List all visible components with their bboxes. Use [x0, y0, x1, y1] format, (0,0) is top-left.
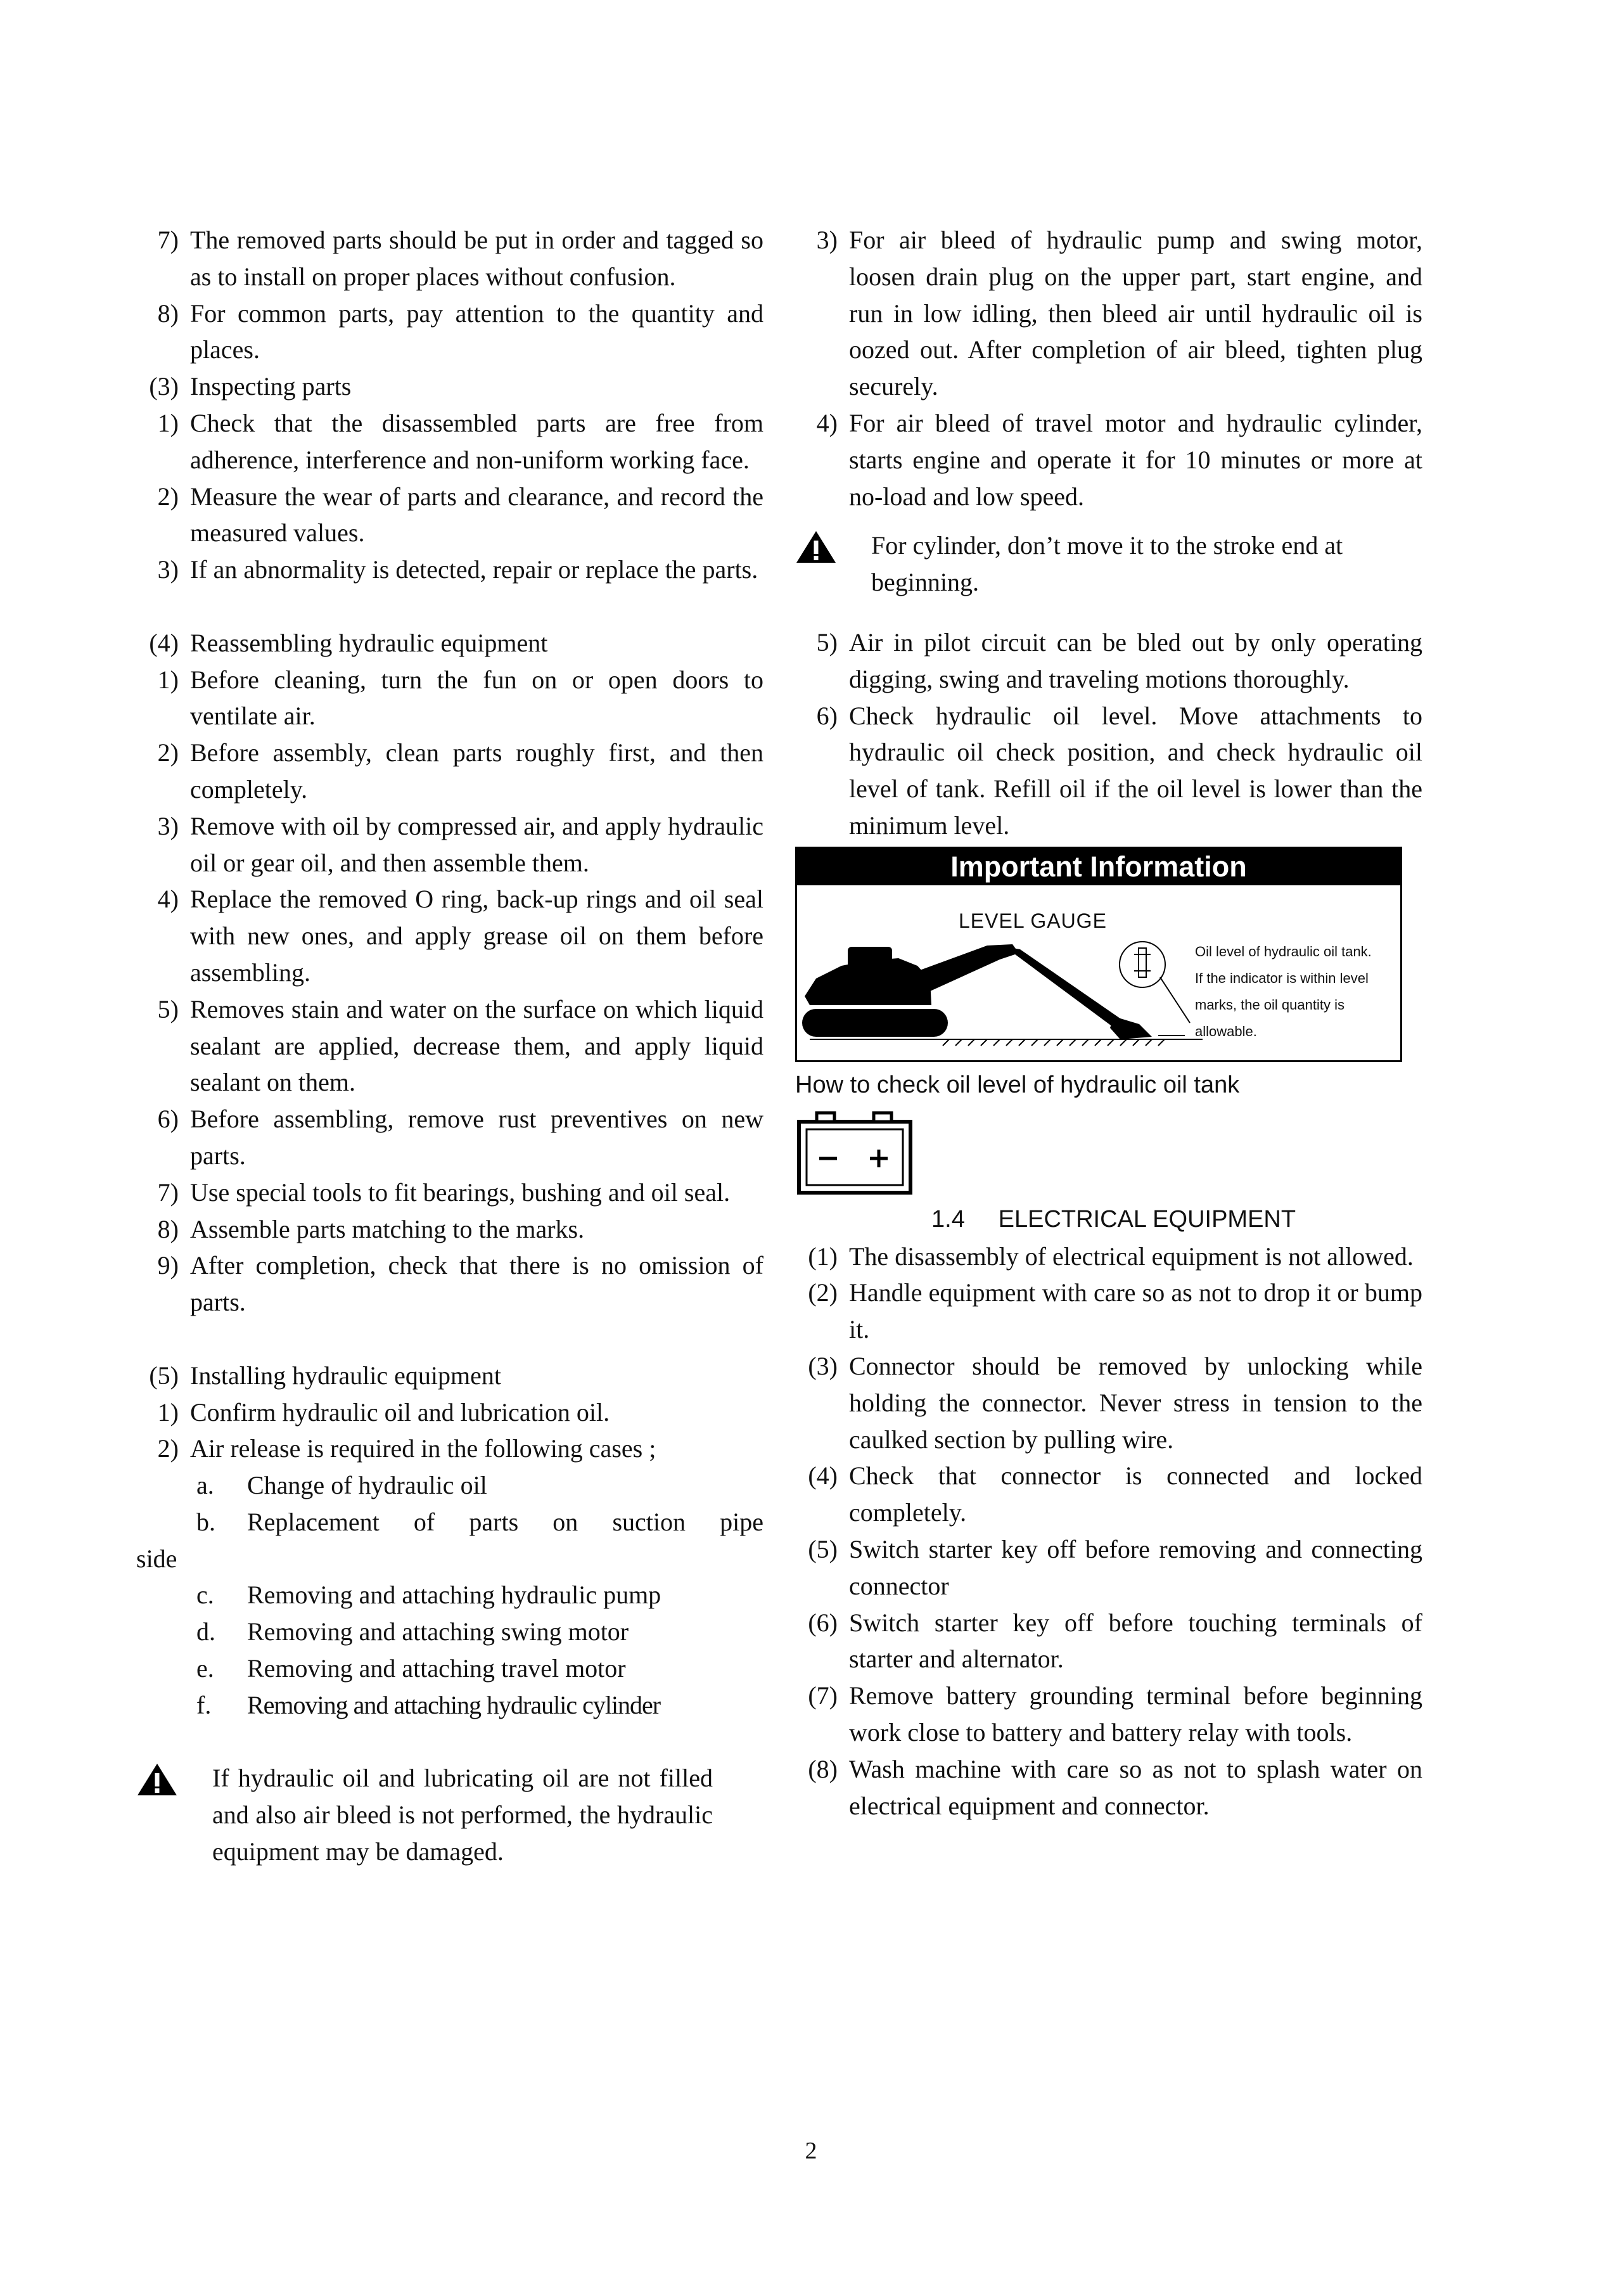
level-gauge-label: LEVEL GAUGE: [959, 909, 1107, 932]
list-item: (3) Connector should be removed by unlocking while holding the connector. Never stress in tension to the caulked section by pulling wire.: [808, 1351, 1422, 1454]
warning-triangle-icon: [795, 527, 871, 564]
list-item: 1) Before cleaning, turn the fun on or open doors to ventilate air.: [157, 665, 763, 731]
list-item: 9) After completion, check that there is no omission of parts.: [157, 1251, 763, 1317]
list-item: 5) Air in pilot circuit can be bled out by only operating digging, swing and traveling motions thoroughly.: [816, 627, 1422, 693]
list-item: 1) Check that the disassembled parts are free from adherence, interference and non-uniform working face.: [157, 408, 763, 474]
list-item: 4) For air bleed of travel motor and hydraulic cylinder, starts engine and operate it for 10 minutes or more at no-load and low speed.: [816, 408, 1422, 511]
list-item: 7) The removed parts should be put in order and tagged so as to install on proper places without confusion.: [157, 226, 763, 291]
sub-list-item-continuation: side: [136, 1544, 177, 1573]
list-item: 8) Assemble parts matching to the marks.: [157, 1214, 585, 1243]
right-column: [795, 222, 1422, 1824]
list-item: (8) Wash machine with care so as not to splash water on electrical equipment and connector.: [808, 1754, 1422, 1820]
list-item: (5) Switch starter key off before removing and connecting connector: [808, 1534, 1422, 1600]
sub-list-item: d. Removing and attaching swing motor: [196, 1617, 629, 1646]
list-item: (7) Remove battery grounding terminal before beginning work close to battery and battery relay with tools.: [808, 1681, 1422, 1747]
list-item: 7) Use special tools to fit bearings, bushing and oil seal.: [157, 1177, 731, 1207]
figure-caption: How to check oil level of hydraulic oil tank: [795, 1071, 1240, 1098]
list-item: 3) For air bleed of hydraulic pump and swing motor, loosen drain plug on the upper part, start engine, and run in low idling, then bleed air until hydraulic oil is oozed out. After completion of air bleed, tighten plug securely.: [816, 226, 1422, 401]
excavator-illustration: [797, 921, 1203, 1055]
list-item: (2) Handle equipment with care so as not to drop it or bump it.: [808, 1278, 1422, 1344]
list-item: 6) Before assembling, remove rust preventives on new parts.: [157, 1105, 763, 1170]
info-box-title: Important Information: [797, 849, 1400, 885]
sub-list-item: f. Removing and attaching hydraulic cylinder: [196, 1690, 661, 1719]
warning-triangle-icon: [136, 1760, 212, 1797]
list-item: 6) Check hydraulic oil level. Move attachments to hydraulic oil check position, and check hydraulic oil level of tank. Refill oil if the oil level is lower than the minimum level.: [816, 701, 1422, 840]
section-title-electrical: 1.4 ELECTRICAL EQUIPMENT: [931, 1205, 1296, 1233]
list-item: 2) Air release is required in the following cases ;: [157, 1434, 656, 1463]
sub-list-item: b. Replacement of parts on suction pipe: [196, 1507, 763, 1536]
section-heading-reassembling: (4) Reassembling hydraulic equipment: [149, 628, 548, 657]
list-item: 2) Before assembly, clean parts roughly first, and then completely.: [157, 738, 763, 804]
section-heading-inspecting: (3) Inspecting parts: [149, 372, 352, 401]
list-item: 8) For common parts, pay attention to the quantity and places.: [157, 298, 763, 364]
sub-list-item: c. Removing and attaching hydraulic pump: [196, 1581, 661, 1610]
list-item: 3) If an abnormality is detected, repair or replace the parts.: [157, 555, 758, 584]
sub-list-item: e. Removing and attaching travel motor: [196, 1654, 626, 1683]
list-item: 5) Removes stain and water on the surface on which liquid sealant are applied, decrease them, and apply liquid sealant on them.: [157, 994, 763, 1097]
list-item: (1) The disassembly of electrical equipment is not allowed.: [808, 1241, 1414, 1271]
page-number: 2: [805, 2138, 817, 2164]
warning-note: If hydraulic oil and lubricating oil are not filled and also air bleed is not performed, the hydraulic equipment may be damaged.: [136, 1760, 763, 1870]
list-item: 4) Replace the removed O ring, back-up rings and oil seal with new ones, and apply grease oil on them before assembling.: [157, 885, 763, 987]
warning-note: For cylinder, don’t move it to the stroke end at beginning.: [795, 527, 1422, 601]
list-item: 3) Remove with oil by compressed air, and apply hydraulic oil or gear oil, and then assemble them.: [157, 811, 763, 877]
list-item: (4) Check that connector is connected and locked completely.: [808, 1461, 1422, 1527]
important-information-box: [795, 847, 1402, 1062]
section-heading-installing: (5) Installing hydraulic equipment: [149, 1361, 501, 1390]
list-item: 1) Confirm hydraulic oil and lubrication oil.: [157, 1397, 610, 1427]
oil-level-note: Oil level of hydraulic oil tank. If the indicator is within level marks, the oil quantity is allowable.: [1195, 943, 1372, 1039]
list-item: 2) Measure the wear of parts and clearance, and record the measured values.: [157, 482, 763, 548]
left-column: [136, 222, 763, 1870]
battery-icon: [795, 1109, 1422, 1198]
list-item: (6) Switch starter key off before touching terminals of starter and alternator.: [808, 1608, 1422, 1674]
sub-list-item: a. Change of hydraulic oil: [196, 1471, 487, 1500]
